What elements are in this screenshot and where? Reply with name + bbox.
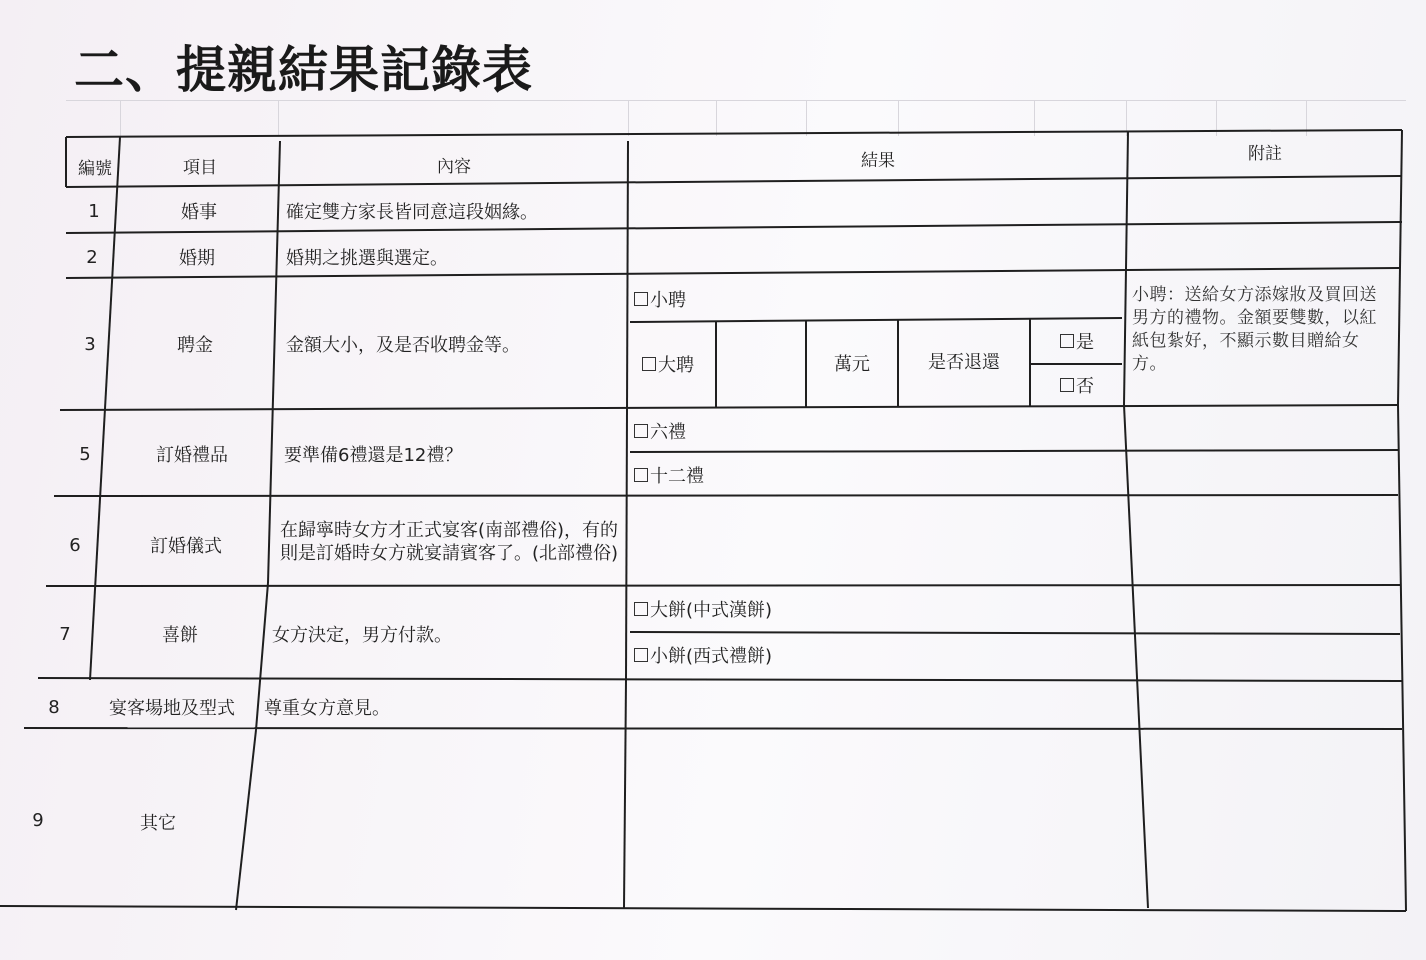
row-content: 確定雙方家長皆同意這段姻緣。	[286, 202, 538, 223]
row-content	[250, 802, 610, 842]
row-number: 6	[69, 534, 81, 556]
option-label: 大聘	[658, 355, 694, 376]
checkbox[interactable]	[1060, 334, 1074, 348]
row-number: 5	[79, 443, 91, 465]
row-content: 尊重女方意見。	[264, 698, 390, 719]
header-content: 內容	[437, 156, 471, 177]
option-no[interactable]	[1034, 366, 1120, 404]
row-content: 金額大小，及是否收聘金等。	[286, 335, 520, 356]
row-item: 訂婚禮品	[156, 445, 228, 466]
option-label: 小聘	[650, 290, 686, 311]
header-no: 編號	[78, 158, 112, 179]
option-yes[interactable]	[1034, 322, 1120, 360]
header-remark: 附註	[1248, 143, 1282, 164]
page-title: 二、提親結果記錄表	[74, 41, 533, 99]
row-number: 8	[48, 696, 60, 718]
row-item: 聘金	[177, 335, 213, 356]
row-content: 女方決定，男方付款。	[272, 625, 452, 646]
remark-text: 小聘：送給女方添嫁妝及買回送男方的禮物。金額要雙數，以紅紙包紮好，不顯示數目贈給女方。	[1132, 285, 1377, 374]
header-item: 項目	[183, 157, 217, 178]
row-number: 7	[59, 623, 71, 645]
return-question: 是否退還	[928, 352, 1000, 373]
row-item: 婚事	[181, 202, 217, 223]
option-big-betrothal[interactable]	[642, 346, 716, 382]
row-item: 喜餅	[162, 625, 198, 646]
row-content: 要準備6禮還是12禮？	[284, 445, 463, 466]
unit-label: 萬元	[834, 354, 870, 375]
option-small-betrothal[interactable]	[634, 282, 834, 316]
checkbox[interactable]	[634, 602, 648, 616]
row-item: 宴客場地及型式	[109, 698, 235, 719]
option-label: 否	[1076, 376, 1094, 397]
amount-input-cell[interactable]	[718, 324, 804, 406]
checkbox[interactable]	[634, 292, 648, 306]
checkbox[interactable]	[1060, 378, 1074, 392]
row-item: 其它	[140, 813, 176, 834]
option-label: 是	[1076, 332, 1094, 353]
option-six-gifts[interactable]	[634, 414, 834, 448]
checkbox[interactable]	[642, 357, 656, 371]
row-number: 1	[88, 200, 100, 222]
option-big-cake[interactable]	[634, 592, 894, 626]
row-content: 在歸寧時女方才正式宴客(南部禮俗)，有的則是訂婚時女方就宴請賓客了。(北部禮俗)	[280, 520, 619, 564]
row-content: 婚期之挑選與選定。	[286, 248, 448, 269]
option-twelve-gifts[interactable]	[634, 458, 834, 492]
row-item: 訂婚儀式	[150, 536, 222, 557]
option-small-cake[interactable]	[634, 638, 894, 672]
row-number: 2	[86, 246, 98, 268]
checkbox[interactable]	[634, 648, 648, 662]
option-label: 十二禮	[650, 466, 704, 487]
header-result: 結果	[861, 150, 895, 171]
row-number: 3	[84, 333, 96, 355]
checkbox[interactable]	[634, 424, 648, 438]
option-label: 大餅(中式漢餅)	[650, 600, 773, 621]
checkbox[interactable]	[634, 468, 648, 482]
row-number: 9	[32, 809, 44, 831]
option-label: 六禮	[650, 422, 686, 443]
row-item: 婚期	[179, 248, 215, 269]
option-label: 小餅(西式禮餅)	[650, 646, 773, 667]
